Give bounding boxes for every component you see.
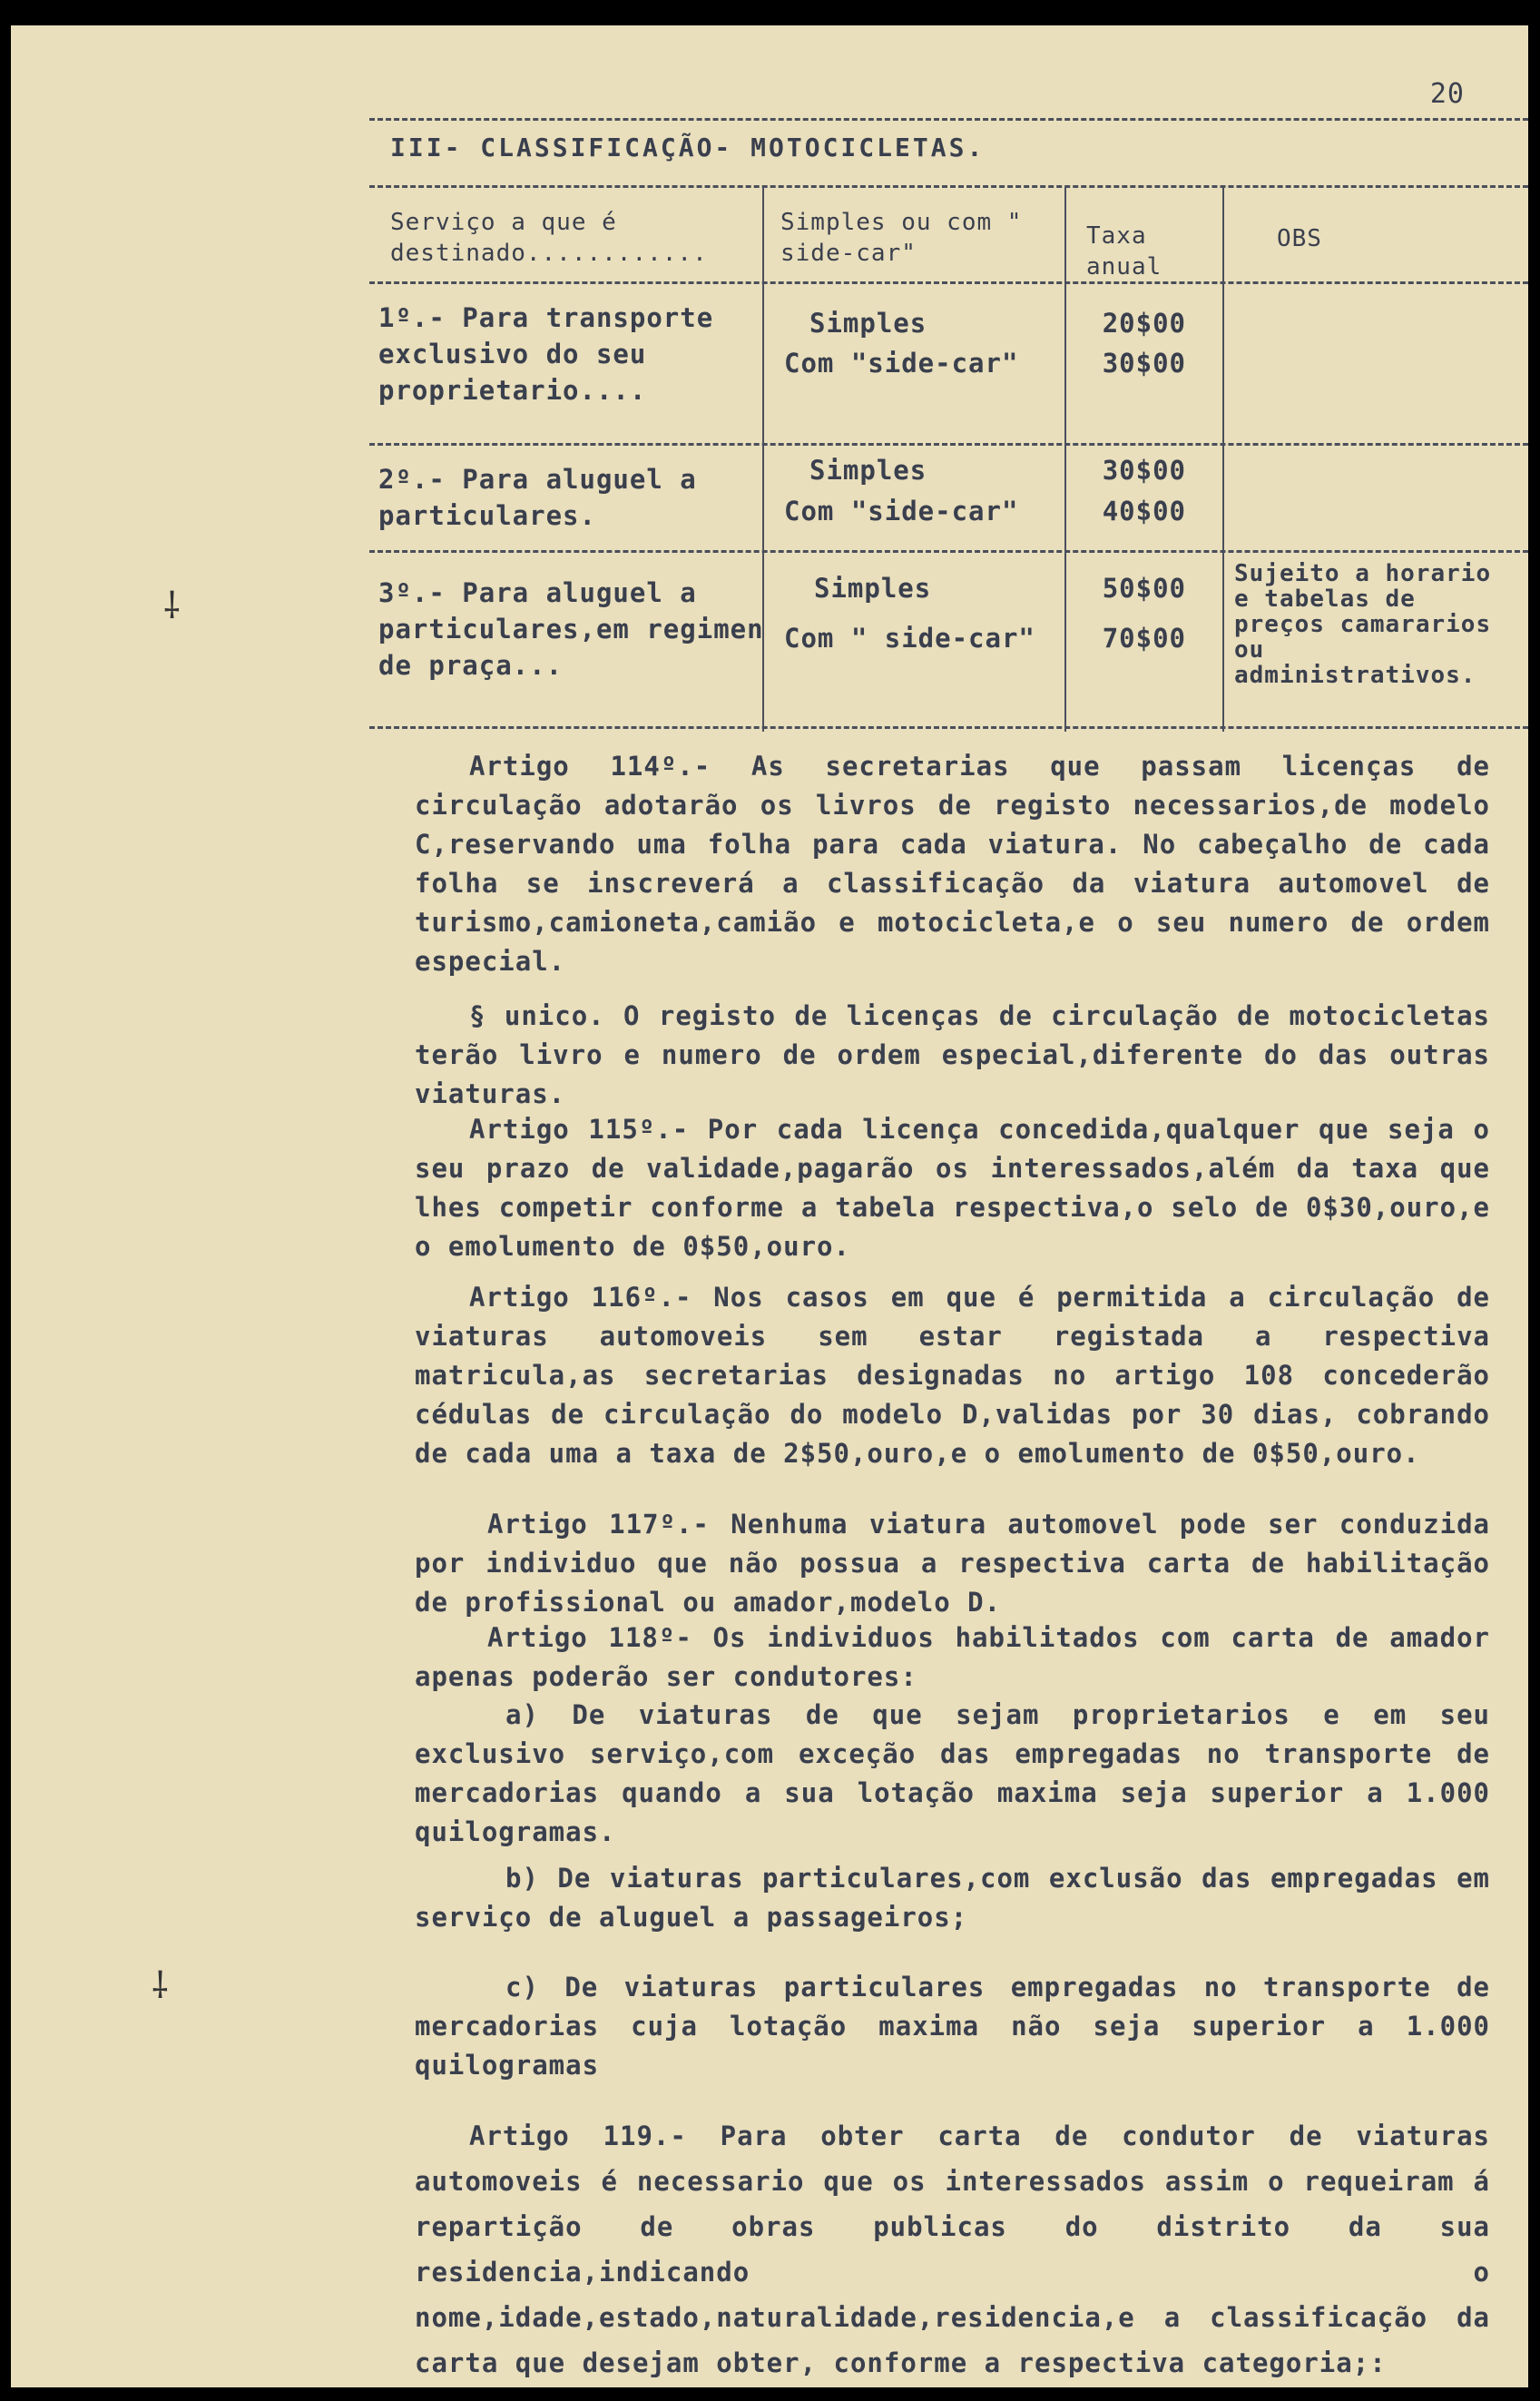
table-column-line <box>1064 187 1066 732</box>
page-number: 20 <box>1429 78 1465 110</box>
article-119: Artigo 119.- Para obter carta de condutor de viaturas automoveis é necessario que os interessados assim o requeiram á repartição de obras publicas do distrito da sua residencia,indicando o nome,idade,estado,naturalidade,residencia,e a classificação da carta que desejam obter, conforme a respectiva categoria;: <box>415 2121 1490 2378</box>
row-3-tax-sidecar: 70$00 <box>1102 623 1186 654</box>
row-2-tax-sidecar: 40$00 <box>1102 496 1186 526</box>
row-2-tax-simple: 30$00 <box>1102 455 1186 486</box>
row-2-type-simple: Simples <box>809 455 927 486</box>
table-header-tax: Taxa anual <box>1086 222 1162 280</box>
row-3-type-simple: Simples <box>814 573 932 604</box>
row-1-type-sidecar: Com "side-car" <box>784 348 1019 379</box>
divider-line <box>369 118 1528 121</box>
article-114: Artigo 114º.- As secretarias que passam licenças de circulação adotarão os livros de registo necessarios,de modelo C,reservando uma folha para cada viatura. No cabeçalho de cada folha se inscreverá a classificação da viatura automovel de turismo,camioneta,camião e motocicleta,e o seu numero de ordem especial. <box>415 751 1490 977</box>
divider-line <box>369 185 1528 188</box>
section-heading: III- CLASSIFICAÇÃO- MOTOCICLETAS. <box>390 133 986 162</box>
row-1-tax-sidecar: 30$00 <box>1102 348 1186 379</box>
table-row-divider <box>369 550 1528 553</box>
table-row-divider <box>369 443 1528 446</box>
article-116: Artigo 116º.- Nos casos em que é permitida a circulação de viaturas automoveis sem estar registada a respectiva matricula,as secretarias designadas no artigo 108 concederão cédulas de circulação do modelo D,validas por 30 dias, cobrando de cada uma a taxa de 2$50,ouro,e o emolumento de 0$50,ouro. <box>415 1282 1490 1469</box>
row-2-service: 2º.- Para aluguel a particulares. <box>378 464 697 531</box>
table-column-line <box>1222 187 1224 732</box>
article-114-sole-paragraph: § unico. O registo de licenças de circulação de motocicletas terão livro e numero de ordem especial,diferente do das outras viaturas. <box>415 1000 1490 1109</box>
article-117: Artigo 117º.- Nenhuma viatura automovel pode ser conduzida por individuo que não possua a respectiva carta de habilitação de profissional ou amador,modelo D. <box>415 1509 1490 1618</box>
article-118: Artigo 118º- Os individuos habilitados com carta de amador apenas poderão ser condutores: <box>415 1622 1490 1692</box>
punch-hole-mark-icon: ⸸ <box>152 1965 169 2007</box>
table-header-divider <box>369 281 1528 284</box>
row-2-type-sidecar: Com "side-car" <box>784 496 1019 526</box>
row-3-type-sidecar: Com " side-car" <box>784 623 1035 654</box>
table-header-service: Serviço a que é destinado............ <box>390 209 708 267</box>
table-bottom-divider <box>369 726 1528 729</box>
row-3-service: 3º.- Para aluguel a particulares,em regimen de praça... <box>378 577 764 681</box>
table-header-type: Simples ou com " side-car" <box>780 209 1023 267</box>
article-115: Artigo 115º.- Por cada licença concedida,qualquer que seja o seu prazo de validade,pagarão os interessados,além da taxa que lhes competir conforme a tabela respectiva,o selo de 0$30,ouro,e o emolumento de 0$50,ouro. <box>415 1114 1490 1262</box>
article-118-item-b: b) De viaturas particulares,com exclusão das empregadas em serviço de aluguel a passageiros; <box>415 1863 1490 1933</box>
document-page <box>11 25 1528 2387</box>
article-118-item-a: a) De viaturas de que sejam proprietarios e em seu exclusivo serviço,com exceção das empregadas no transporte de mercadorias quando a sua lotação maxima seja superior a 1.000 quilogramas. <box>415 1699 1490 1847</box>
row-1-service: 1º.- Para transporte exclusivo do seu proprietario.... <box>378 302 714 406</box>
row-3-obs: Sujeito a horario e tabelas de preços camararios ou administrativos. <box>1234 560 1492 689</box>
punch-hole-mark-icon: ⸸ <box>163 585 181 627</box>
article-118-item-c: c) De viaturas particulares empregadas no transporte de mercadorias cuja lotação maxima não seja superior a 1.000 quilogramas <box>415 1972 1490 2081</box>
row-3-tax-simple: 50$00 <box>1102 573 1186 604</box>
row-1-tax-simple: 20$00 <box>1102 308 1186 339</box>
table-header-obs: OBS <box>1277 225 1322 252</box>
row-1-type-simple: Simples <box>809 308 927 339</box>
